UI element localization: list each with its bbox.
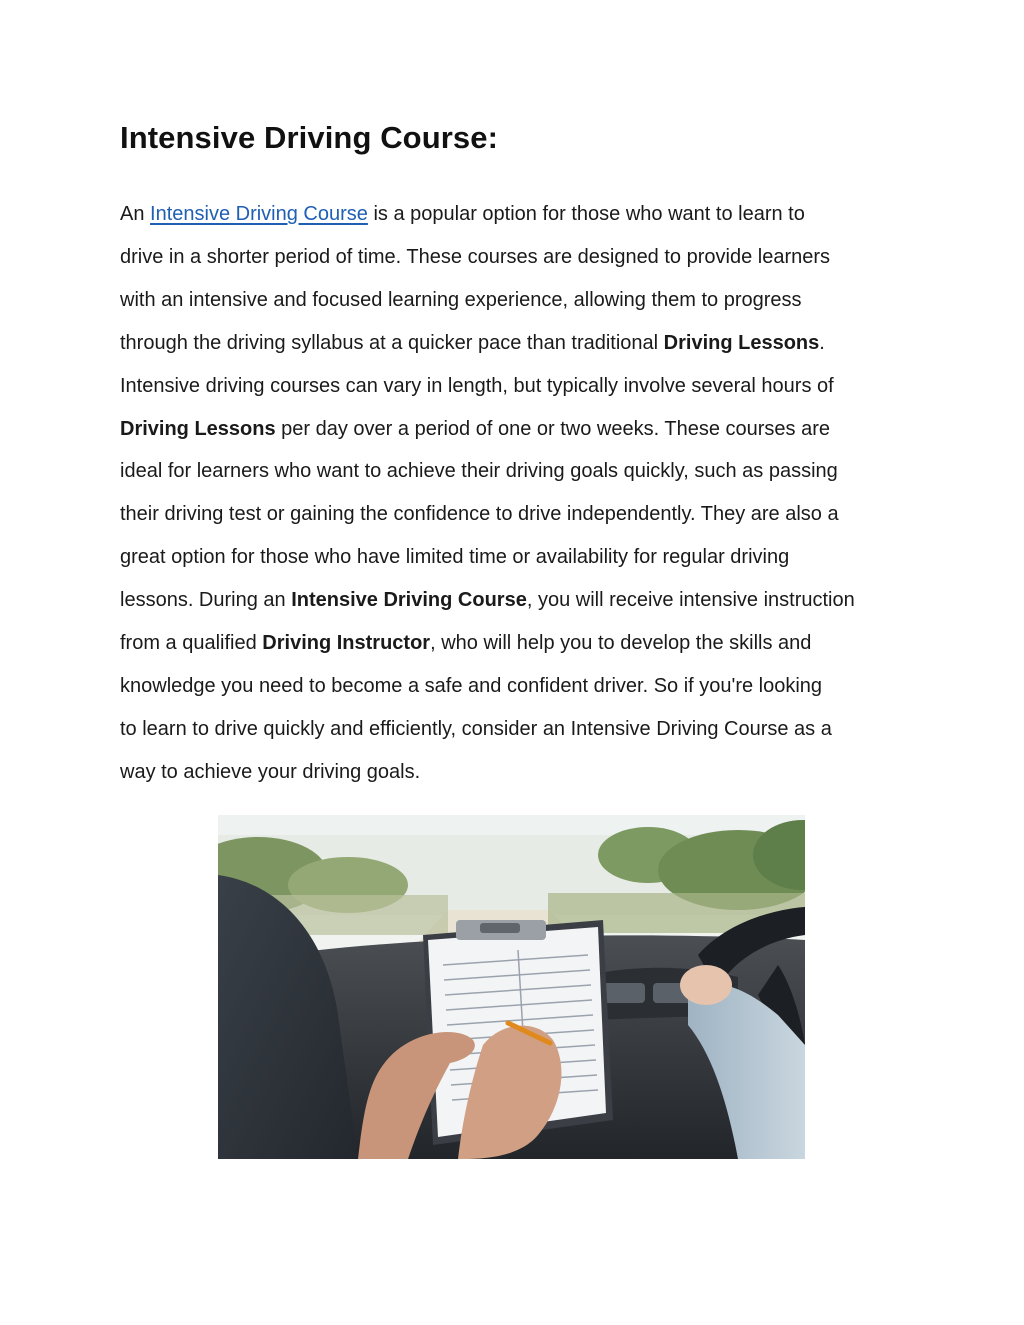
bold-driving-instructor: Driving Instructor: [262, 632, 431, 655]
bold-driving-lessons: Driving Lessons: [663, 331, 820, 354]
paragraph-line: lessons. During an Intensive Driving Course, you will receive intensive instruction: [120, 589, 855, 612]
paragraph-line: An Intensive Driving Course is a popular option for those who want to learn to: [120, 203, 805, 225]
paragraph-line: Intensive driving courses can vary in length, but typically involve several hours of: [120, 374, 834, 397]
paragraph-line: from a qualified Driving Instructor, who will help you to develop the skills and: [120, 632, 812, 655]
paragraph-line: through the driving syllabus at a quicker pace than traditional Driving Lessons.: [120, 331, 825, 354]
paragraph-line: drive in a shorter period of time. These courses are designed to provide learners: [120, 245, 831, 268]
paragraph-line: Driving Lessons per day over a period of one or two weeks. These courses are: [120, 417, 830, 440]
paragraph-line: great option for those who have limited time or availability for regular driving: [120, 546, 790, 569]
paragraph-line: with an intensive and focused learning experience, allowing them to progress: [120, 288, 802, 311]
driving-lesson-photo: [218, 815, 805, 1159]
page-title: Intensive Driving Course:: [120, 120, 499, 155]
intensive-driving-course-link[interactable]: Intensive Driving Course: [150, 203, 368, 225]
body-paragraph: [120, 193, 920, 794]
paragraph-line: ideal for learners who want to achieve their driving goals quickly, such as passing: [120, 460, 838, 483]
paragraph-line: their driving test or gaining the confidence to drive independently. They are also a: [120, 503, 839, 526]
paragraph-line: knowledge you need to become a safe and confident driver. So if you're looking: [120, 674, 823, 697]
bold-driving-lessons: Driving Lessons: [120, 417, 276, 440]
bold-intensive-driving-course: Intensive Driving Course: [291, 589, 527, 612]
paragraph-line: way to achieve your driving goals.: [120, 760, 421, 783]
paragraph-line: to learn to drive quickly and efficiently, consider an Intensive Driving Course as a: [120, 717, 832, 740]
